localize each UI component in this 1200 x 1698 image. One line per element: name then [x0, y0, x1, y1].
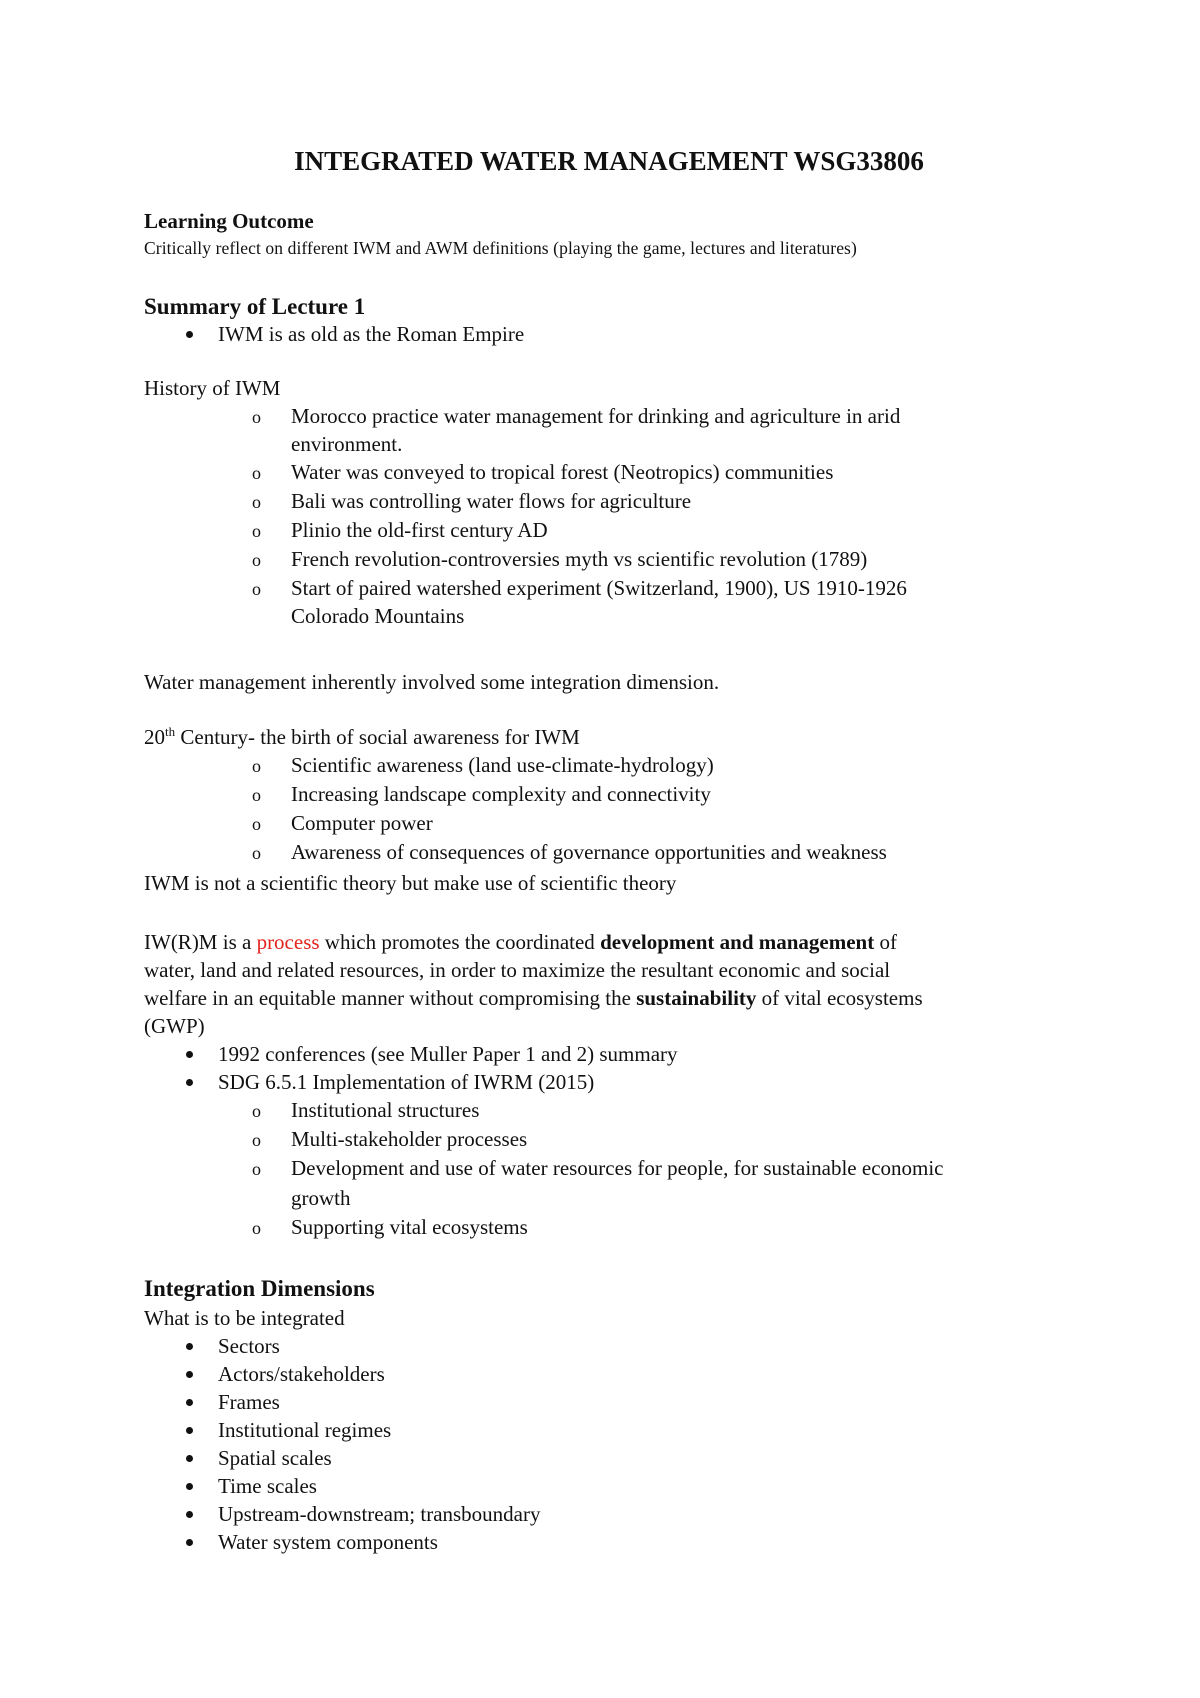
circle-bullet-icon: o — [252, 1101, 261, 1121]
integration-heading: Integration Dimensions — [144, 1276, 375, 1301]
document-title: INTEGRATED WATER MANAGEMENT WSG33806 — [294, 146, 924, 176]
circle-bullet-icon: o — [252, 814, 261, 834]
circle-bullet-icon: o — [252, 492, 261, 512]
bullet-icon — [186, 1371, 193, 1378]
definition-line: IW(R)M is a process which promotes the coordinated development and management of — [144, 930, 897, 954]
circle-bullet-icon: o — [252, 1218, 261, 1238]
circle-bullet-icon: o — [252, 843, 261, 863]
bullet-icon — [186, 1511, 193, 1518]
circle-bullet-icon: o — [252, 521, 261, 541]
sub-list-item-continuation: environment. — [291, 432, 403, 456]
bullet-icon — [186, 331, 193, 338]
definition-line: welfare in an equitable manner without compromising the sustainability of vital ecosystems — [144, 986, 923, 1010]
paragraph: IWM is not a scientific theory but make use of scientific theory — [144, 871, 677, 895]
bullet-icon — [186, 1399, 193, 1406]
century-heading: 20th Century- the birth of social awareness for IWM — [144, 724, 580, 749]
sub-list-item-continuation: growth — [291, 1186, 351, 1210]
learning-outcome-text: Critically reflect on different IWM and AWM definitions (playing the game, lectures and literatures) — [144, 238, 857, 258]
integration-subtitle: What is to be integrated — [144, 1306, 345, 1330]
highlight-text: process — [256, 930, 320, 954]
bullet-icon — [186, 1483, 193, 1490]
circle-bullet-icon: o — [252, 579, 261, 599]
bullet-icon — [186, 1079, 193, 1086]
learning-outcome-heading: Learning Outcome — [144, 209, 314, 233]
bullet-icon — [186, 1539, 193, 1546]
bullet-icon — [186, 1051, 193, 1058]
circle-bullet-icon: o — [252, 1130, 261, 1150]
paragraph: Water management inherently involved some integration dimension. — [144, 670, 720, 694]
sub-list-item-continuation: Colorado Mountains — [291, 604, 465, 628]
circle-bullet-icon: o — [252, 550, 261, 570]
definition-line: (GWP) — [144, 1014, 205, 1038]
summary-heading: Summary of Lecture 1 — [144, 294, 366, 319]
circle-bullet-icon: o — [252, 785, 261, 805]
circle-bullet-icon: o — [252, 1159, 261, 1179]
history-label: History of IWM — [144, 376, 281, 400]
bullet-icon — [186, 1343, 193, 1350]
bullet-icon — [186, 1455, 193, 1462]
bullet-icon — [186, 1427, 193, 1434]
circle-bullet-icon: o — [252, 756, 261, 776]
circle-bullet-icon: o — [252, 463, 261, 483]
definition-line: water, land and related resources, in order to maximize the resultant economic and social — [144, 958, 891, 982]
circle-bullet-icon: o — [252, 407, 261, 427]
